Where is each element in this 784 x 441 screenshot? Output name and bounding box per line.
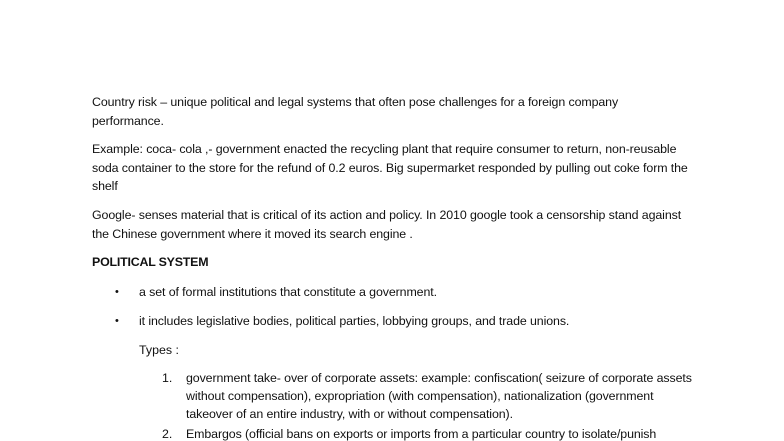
paragraph-country-risk: Country risk – unique political and legal systems that often pose challenges for a foreign company performance. [92, 95, 619, 128]
paragraph-google-example: Google- senses material that is critical of its action and policy. In 2010 google took a censorship stand against the Chinese government where it moved its search engine . [92, 208, 682, 241]
numbered-list-item: government take- over of corporate assets: example: confiscation( seizure of corporate assets without compensation), expropriation (with compensation), nationalization (government takeover of an entire industry, with or without compensation). [186, 371, 692, 421]
bullet-marker: • [115, 315, 119, 327]
paragraph-coca-cola-example: Example: coca- cola ,- government enacted the recycling plant that require consumer to return, non-reusable soda container to the store for the refund of 0.2 euros. Big supermarket responded by pulling out coke form the shelf [92, 142, 688, 193]
bullet-marker: • [115, 286, 119, 298]
bullet-item: it includes legislative bodies, political parties, lobbying groups, and trade unions. [139, 314, 570, 328]
types-label: Types : [139, 343, 179, 357]
list-number: 2. [162, 427, 173, 441]
list-number: 1. [162, 371, 173, 385]
bullet-item: a set of formal institutions that constitute a government. [139, 285, 437, 299]
section-heading: POLITICAL SYSTEM [92, 255, 209, 269]
numbered-list-item: Embargos (official bans on exports or imports from a particular country to isolate/punish [186, 427, 657, 441]
